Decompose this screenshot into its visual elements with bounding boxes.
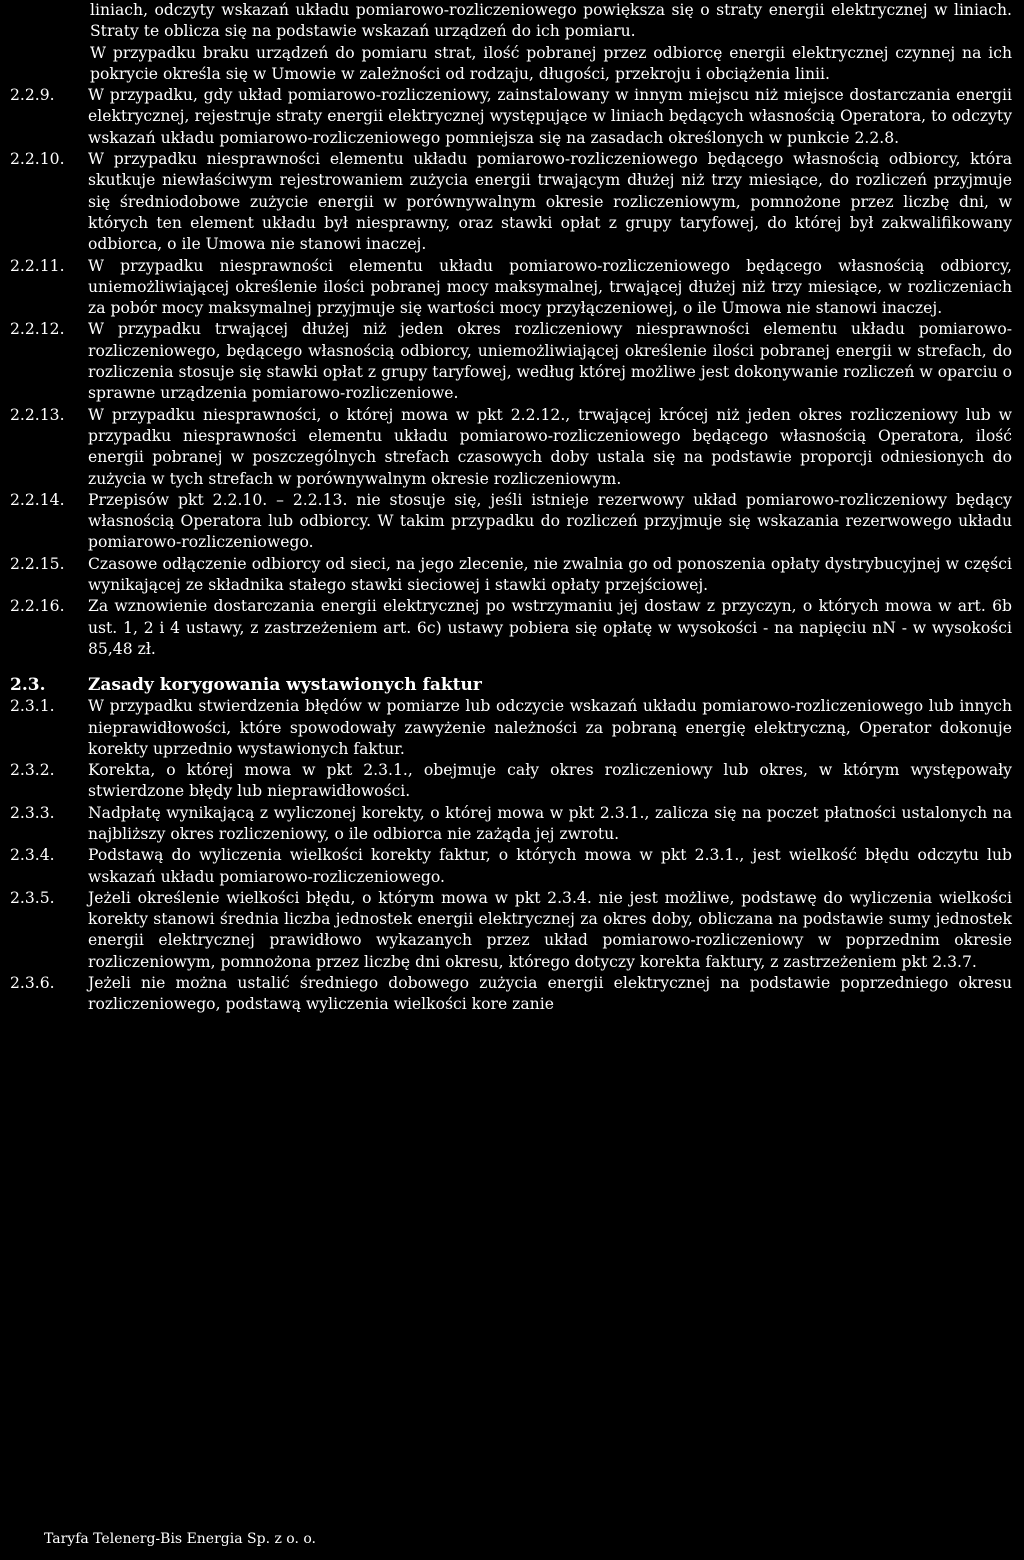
- item-text: W przypadku trwającej dłużej niż jeden okres rozliczeniowy niesprawności elementu układu pomiarowo-rozliczeniowego, będącego własnością odbiorcy, uniemożliwiającej określenie ilości pobranej energii w strefach, do rozliczenia stosuje się stawki opłat z grupy taryfowej, według której możliwe jest dokonywanie rozliczeń w oparciu o sprawne urządzenia pomiarowo-rozliczeniowe.: [88, 320, 1012, 403]
- item-number: 2.2.15.: [10, 554, 65, 573]
- list-item: [10, 554, 1012, 597]
- list-item: [10, 845, 1012, 888]
- item-number: 2.2.12.: [10, 320, 65, 339]
- item-text: Podstawą do wyliczenia wielkości korekty faktur, o których mowa w pkt 2.3.1., jest wielkość błędu odczytu lub wskazań układu pomiarowo-rozliczeniowego.: [88, 846, 1012, 886]
- item-text: Czasowe odłączenie odbiorcy od sieci, na jego zlecenie, nie zwalnia go od ponoszenia opłaty dystrybucyjnej w części wynikającej ze składnika stałego stawki sieciowej i stawki opłaty przejściowej.: [88, 554, 1012, 595]
- item-number: 2.2.11.: [10, 256, 65, 275]
- list-item: [10, 803, 1012, 846]
- list-item: [10, 973, 1012, 1016]
- list-item: [10, 490, 1012, 554]
- list-item: [10, 696, 1012, 760]
- item-number: 2.3.1.: [10, 697, 55, 716]
- list-item: [10, 319, 1012, 404]
- item-text: W przypadku, gdy układ pomiarowo-rozliczeniowy, zainstalowany w innym miejscu niż miejsce dostarczania energii elektrycznej, rejestruje straty energii elektrycznej występujące w liniach będących własnością Operatora, to odczyty wskazań układu pomiarowo-rozliczeniowego pomniejsza się na zasadach określonych w punkcie 2.2.8.: [88, 86, 1012, 147]
- heading-number: 2.3.: [10, 675, 46, 696]
- item-number: 2.3.6.: [10, 974, 55, 993]
- item-text: W przypadku niesprawności elementu układu pomiarowo-rozliczeniowego będącego własnością odbiorcy, która skutkuje niewłaściwym rejestrowaniem zużycia energii trwającym dłużej niż trzy miesiące, do rozliczeń przyjmuje się średniodobowe zużycie energii w porównywalnym okresie rozliczeniowym, pomnożone przez liczbę dni, w których ten element układu był niesprawny, oraz stawki opłat z grupy taryfowej, do której był zakwalifikowany odbiorca, o ile Umowa nie stanowi inaczej.: [88, 150, 1012, 254]
- paragraph: liniach, odczyty wskazań układu pomiarowo-rozliczeniowego powiększa się o straty energii elektrycznej w liniach. Straty te oblicza się na podstawie wskazań urządzeń do ich pomiaru.: [90, 1, 1012, 41]
- list-item: [10, 85, 1012, 149]
- item-number: 2.3.2.: [10, 761, 55, 780]
- list-item: [10, 405, 1012, 490]
- item-number: 2.3.4.: [10, 846, 55, 865]
- item-number: 2.2.13.: [10, 405, 65, 424]
- item-number: 2.2.14.: [10, 490, 65, 509]
- list-item: [10, 256, 1012, 320]
- heading-title: Zasady korygowania wystawionych faktur: [88, 675, 482, 696]
- item-text: Przepisów pkt 2.2.10. – 2.2.13. nie stosuje się, jeśli istnieje rezerwowy układ pomiarowo-rozliczeniowy będący własnością Operatora lub odbiorcy. W takim przypadku do rozliczeń przyjmuje się wskazania rezerwowego układu pomiarowo-rozliczeniowego.: [88, 490, 1012, 552]
- list-item: [10, 888, 1012, 973]
- item-number: 2.3.3.: [10, 803, 55, 822]
- item-text: Jeżeli określenie wielkości błędu, o którym mowa w pkt 2.3.4. nie jest możliwe, podstawę do wyliczenia wielkości korekty stanowi średnia liczba jednostek energii elektrycznej za okres doby, obliczana na podstawie sumy jednostek energii elektrycznej prawidłowo wykazanych przez układ pomiarowo-rozliczeniowy w poprzednim okresie rozliczeniowym, pomnożona przez liczbę dni okresu, którego dotyczy korekta faktury, z zastrzeżeniem pkt 2.3.7.: [88, 888, 1012, 971]
- item-number: 2.2.16.: [10, 597, 65, 616]
- footer-text: Taryfa Telenerg-Bis Energia Sp. z o. o.: [44, 1531, 317, 1547]
- item-number: 2.2.10.: [10, 150, 65, 169]
- section-heading: [10, 674, 1012, 696]
- item-text: Za wznowienie dostarczania energii elektrycznej po wstrzymaniu jej dostaw z przyczyn, o których mowa w art. 6b ust. 1, 2 i 4 ustawy, z zastrzeżeniem art. 6c) ustawy pobiera się opłatę w wysokości - na napięciu nN - w wysokości 85,48 zł.: [88, 597, 1012, 658]
- item-text: W przypadku niesprawności, o której mowa w pkt 2.2.12., trwającej krócej niż jeden okres rozliczeniowy lub w przypadku niesprawności elementu układu pomiarowo-rozliczeniowego będącego własnością Operatora, ilość energii pobranej w poszczególnych strefach czasowych doby ustala się na podstawie proporcji odniesionych do zużycia w tych strefach w porównywalnym okresie rozliczeniowym.: [88, 405, 1012, 488]
- item-number: 2.3.5.: [10, 888, 55, 907]
- paragraph: W przypadku braku urządzeń do pomiaru strat, ilość pobranej przez odbiorcę energii elektrycznej czynnej na ich pokrycie określa się w Umowie w zależności od rodzaju, długości, przekroju i obciążenia linii.: [90, 43, 1012, 83]
- list-item: [10, 760, 1012, 803]
- item-text: W przypadku stwierdzenia błędów w pomiarze lub odczycie wskazań układu pomiarowo-rozliczeniowego lub innych nieprawidłowości, które spowodowały zawyżenie należności za pobraną energię elektryczną, Operator dokonuje korekty uprzednio wystawionych faktur.: [88, 697, 1012, 758]
- item-number: 2.2.9.: [10, 86, 55, 105]
- item-text: W przypadku niesprawności elementu układu pomiarowo-rozliczeniowego będącego własnością odbiorcy, uniemożliwiającej określenie ilości pobranej mocy maksymalnej, trwającej dłużej niż trzy miesiące, w rozliczeniach za pobór mocy maksymalnej przyjmuje się wartości mocy przyłączeniowej, o ile Umowa nie stanowi inaczej.: [88, 256, 1012, 318]
- section-2-3-list: [10, 696, 1012, 1015]
- list-item: [10, 596, 1012, 660]
- item-text: Korekta, o której mowa w pkt 2.3.1., obejmuje cały okres rozliczeniowy lub okres, w którym występowały stwierdzone błędy lub nieprawidłowości.: [88, 761, 1012, 801]
- intro-block: [90, 0, 1012, 85]
- list-item: [10, 149, 1012, 255]
- section-2-2-list: [10, 85, 1012, 660]
- item-text: Jeżeli nie można ustalić średniego dobowego zużycia energii elektrycznej na podstawie poprzedniego okresu rozliczeniowego, podstawą wyliczenia wielkości kore zanie: [88, 974, 1012, 1014]
- item-text: Nadpłatę wynikającą z wyliczonej korekty, o której mowa w pkt 2.3.1., zalicza się na poczet płatności ustalonych na najbliższy okres rozliczeniowy, o ile odbiorca nie zażąda jej zwrotu.: [88, 803, 1012, 843]
